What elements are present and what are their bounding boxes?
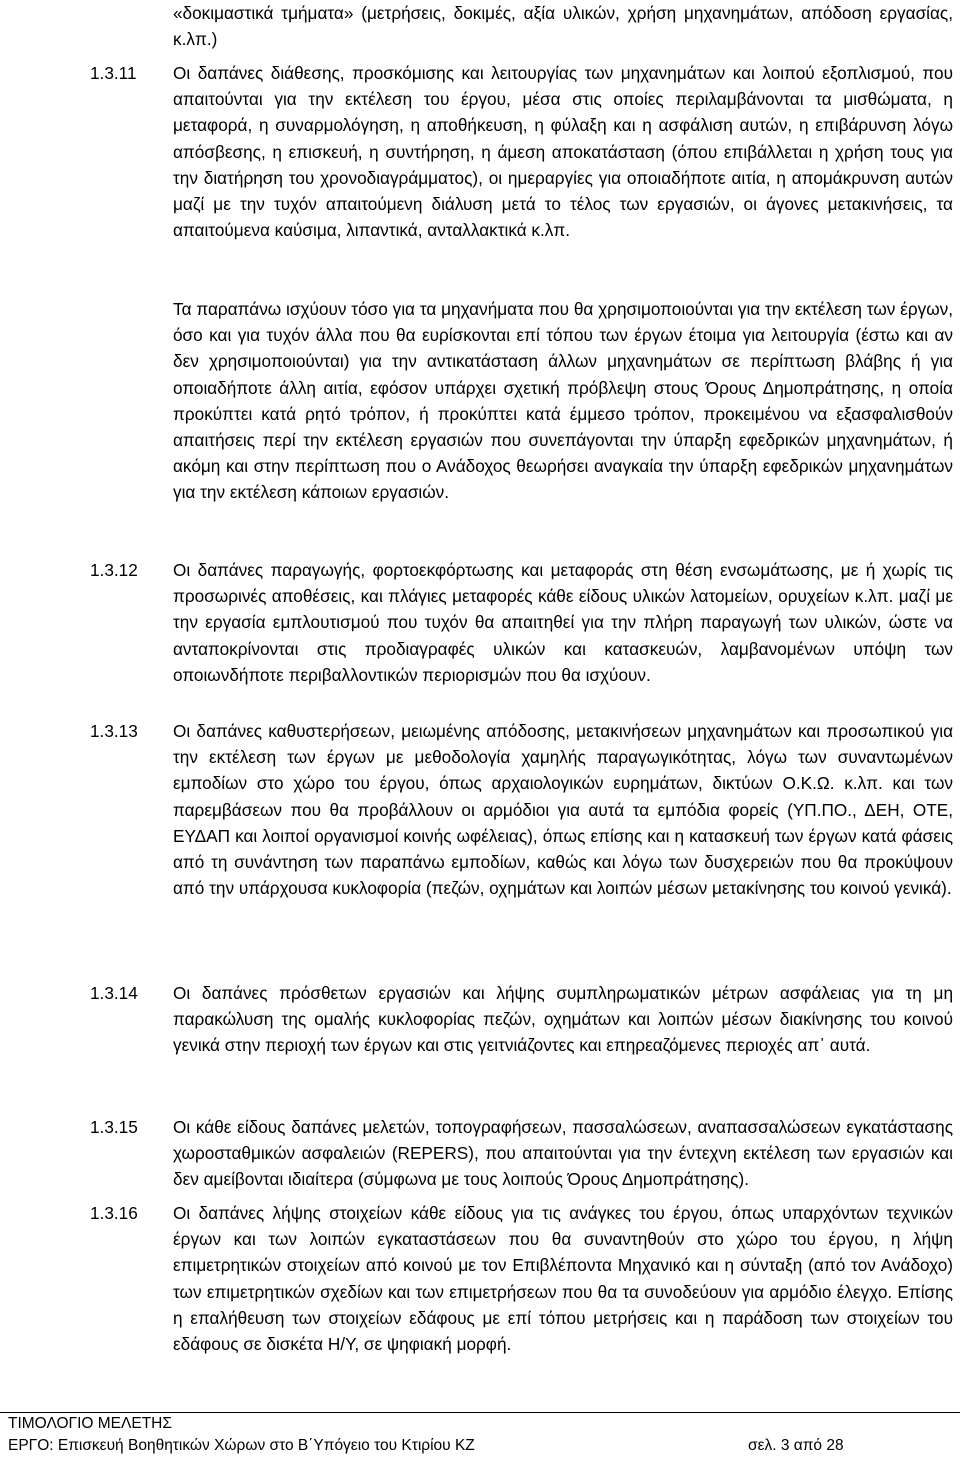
item-number-1-3-13: 1.3.13 xyxy=(90,721,138,741)
paragraph-1-3-13: Οι δαπάνες καθυστερήσεων, μειωμένης απόδοσης, μετακινήσεων μηχανημάτων και προσωπικού για την εκτέλεση των έργων με μεθοδολογία χαμηλής παραγωγικότητας, λόγω των συναντωμένων εμποδίων στο χώρο του έργου, όπως αρχαιολογικών ευρημάτων, δικτύων Ο.Κ.Ω. κ.λπ. και των παρεμβάσεων που θα προβάλλουν οι αρμόδιοι για αυτά τα εμπόδια φορείς (ΥΠ.ΠΟ., ΔΕΗ, ΟΤΕ, ΕΥΔΑΠ και λοιποί οργανισμοί κοινής ωφέλειας), όπως επίσης και η κατασκευή των έργων κατά φάσεις από τη συνάντηση των παραπάνω εμποδίων, καθώς και λόγω των δυσχερειών που θα προκύψουν από την υπάρχουσα κυκλοφορία (πεζών, οχημάτων και λοιπών μέσων μετακίνησης του κοινού γενικά). xyxy=(173,721,953,899)
item-number-1-3-14: 1.3.14 xyxy=(90,983,138,1003)
footer-page-number: σελ. 3 από 28 xyxy=(748,1437,844,1454)
paragraph-1-3-12: Οι δαπάνες παραγωγής, φορτοεκφόρτωσης και μεταφοράς στη θέση ενσωμάτωσης, με ή χωρίς τις προσωρινές αποθέσεις, και πλάγιες μεταφορές κάθε είδους υλικών λατομείων, ορυχείων κ.λπ. μαζί με την εργασία εμπλουτισμού που τυχόν θα απαιτηθεί για την πλήρη παραγωγή των υλικών, ώστε να ανταποκρίνονται στις προδιαγραφές υλικών και κατασκευών, λαμβανομένων υπόψη των οποιωνδήποτε περιβαλλοντικών περιορισμών που θα ισχύουν. xyxy=(173,560,953,685)
item-number-1-3-15: 1.3.15 xyxy=(90,1117,138,1137)
item-number-1-3-16: 1.3.16 xyxy=(90,1203,138,1223)
paragraph-1-3-14: Οι δαπάνες πρόσθετων εργασιών και λήψης συμπληρωματικών μέτρων ασφάλειας για τη μη παρακώλυση της ομαλής κυκλοφορίας πεζών, οχημάτων και λοιπών μέσων διακίνησης του κοινού γενικά στην περιοχή των έργων και στις γειτνιάζοντες και επηρεαζόμενες περιοχές απ᾽ αυτά. xyxy=(173,983,953,1056)
item-number-1-3-11: 1.3.11 xyxy=(90,63,137,83)
paragraph-continuation: «δοκιμαστικά τμήματα» (μετρήσεις, δοκιμές, αξία υλικών, χρήση μηχανημάτων, απόδοση εργασίας, κ.λπ.) xyxy=(173,3,953,50)
paragraph-1-3-16: Οι δαπάνες λήψης στοιχείων κάθε είδους για τις ανάγκες του έργου, όπως υπαρχόντων τεχνικών έργων και των λοιπών εγκαταστάσεων που θα συναντηθούν στο χώρο του έργου, η λήψη επιμετρητικών στοιχείων από κοινού με τον Επιβλέποντα Μηχανικό και η σύνταξη (από τον Ανάδοχο) των επιμετρητικών σχεδίων και των επιμετρήσεων που θα τα συνοδεύουν για αρμόδιο έλεγχο. Επίσης η επαλήθευση των στοιχείων εδάφους με επί τόπου μετρήσεις και η παράδοση των στοιχείων του εδάφους σε δισκέτα Η/Υ, σε ψηφιακή μορφή. xyxy=(173,1203,953,1355)
footer-document-type: ΤΙΜΟΛΟΓΙΟ ΜΕΛΕΤΗΣ xyxy=(8,1415,172,1432)
paragraph-1-3-11-continued: Τα παραπάνω ισχύουν τόσο για τα μηχανήματα που θα χρησιμοποιούνται για την εκτέλεση των έργων, όσο και για τυχόν άλλα που θα ευρίσκονται επί τόπου των έργων έτοιμα για λειτουργία (έστω και αν δεν χρησιμοποιούνται) για την αντικατάσταση άλλων μηχανημάτων σε περίπτωση βλάβης ή για οποιαδήποτε άλλη αιτία, εφόσον υπάρχει σχετική πρόβλεψη στους Όρους Δημοπράτησης, η οποία προκύπτει κατά ρητό τρόπον, ή προκύπτει κατά έμμεσο τρόπον, προκειμένου να εξασφαλισθούν απαιτήσεις περί την εκτέλεση εργασιών που συνεπάγονται την ύπαρξη εφεδρικών μηχανημάτων, ή ακόμη και στην περίπτωση που ο Ανάδοχος θεωρήσει αναγκαία την ύπαρξη εφεδρικών μηχανημάτων για την εκτέλεση κάποιων εργασιών. xyxy=(173,299,953,503)
paragraph-1-3-11: Οι δαπάνες διάθεσης, προσκόμισης και λειτουργίας των μηχανημάτων και λοιπού εξοπλισμού, που απαιτούνται για την εκτέλεση του έργου, μέσα στις οποίες περιλαμβάνονται τα μισθώματα, η μεταφορά, η συναρμολόγηση, η αποθήκευση, η φύλαξη και η ασφάλιση αυτών, η επιβάρυνση λόγω απόσβεσης, η επισκευή, η συντήρηση, η άμεση αποκατάσταση (όπου επιβάλλεται η χρήση τους για την διατήρηση του χρονοδιαγράμματος), οι ημεραργίες για οποιαδήποτε αιτία, η απομάκρυνση αυτών μαζί με την τυχόν απαιτούμενη διάλυση μετά το τέλος των εργασιών, οι άγονες μετακινήσεις, τα απαιτούμενα καύσιμα, λιπαντικά, ανταλλακτικά κ.λπ. xyxy=(173,63,953,241)
footer-divider xyxy=(0,1412,960,1413)
paragraph-1-3-15: Οι κάθε είδους δαπάνες μελετών, τοπογραφήσεων, πασσαλώσεων, αναπασσαλώσεων εγκατάστασης χωροσταθμικών ασφαλειών (REPERS), που απαιτούνται για την έντεχνη εκτέλεση των εργασιών και δεν αμείβονται ιδιαίτερα (σύμφωνα με τους λοιπούς Όρους Δημοπράτησης). xyxy=(173,1117,953,1190)
item-number-1-3-12: 1.3.12 xyxy=(90,560,138,580)
footer-project-title: ΕΡΓΟ: Επισκευή Βοηθητικών Χώρων στο Β΄Υπόγειο του Κτιρίου ΚΖ xyxy=(8,1437,475,1454)
